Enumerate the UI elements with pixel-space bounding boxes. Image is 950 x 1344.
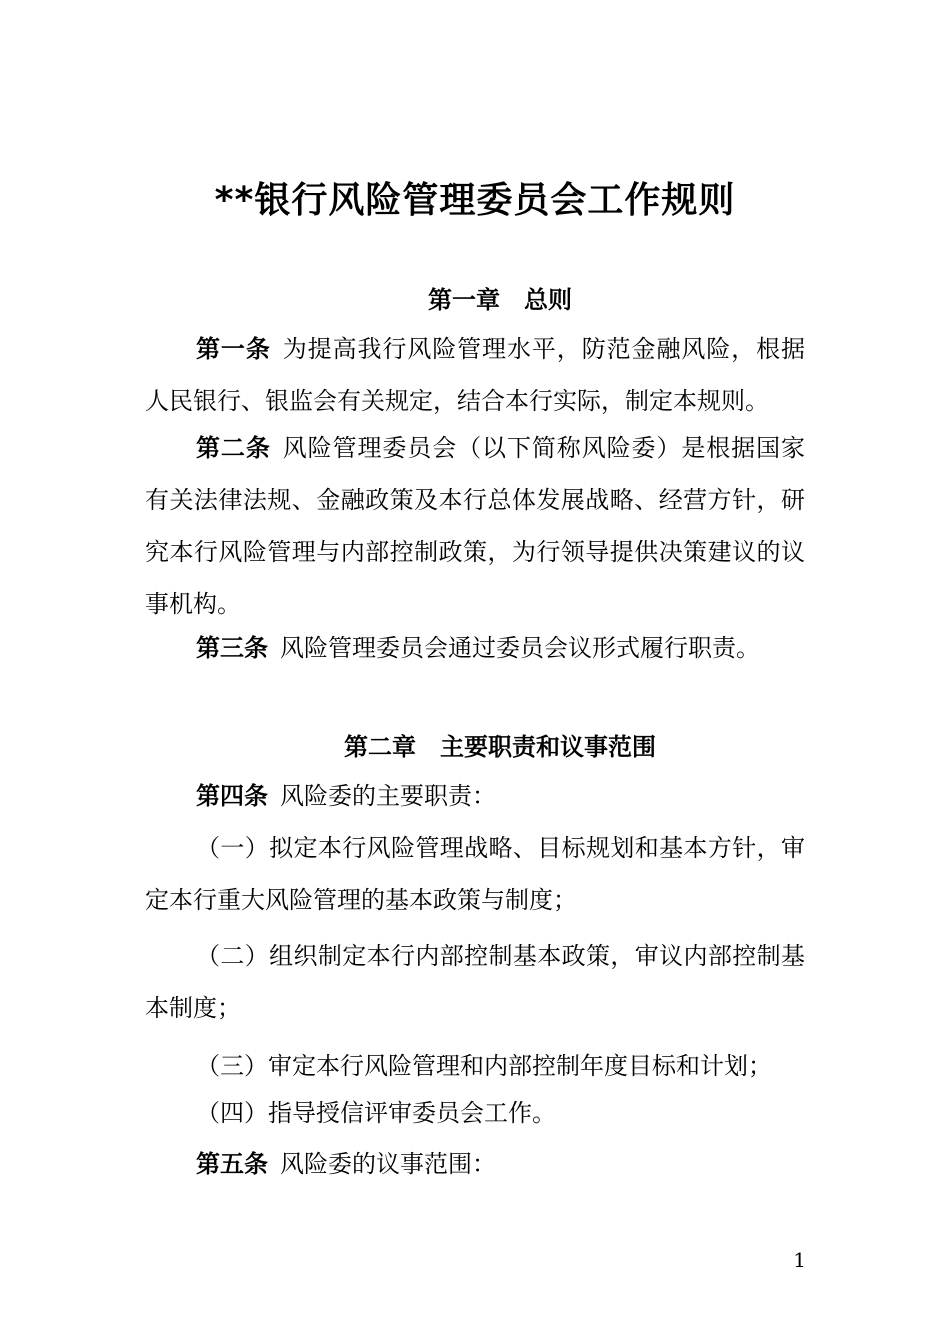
document-title: **银行风险管理委员会工作规则	[214, 180, 736, 221]
article-4-item-2: （二）组织制定本行内部控制基本政策，审议内部控制基本制度；	[145, 942, 805, 1022]
article-4-label: 第四条	[196, 782, 268, 810]
article-5-text: 风险委的议事范围：	[280, 1150, 496, 1178]
article-5	[145, 1138, 805, 1190]
article-3-label: 第三条	[196, 634, 268, 662]
article-3	[145, 622, 805, 674]
article-3-text: 风险管理委员会通过委员会议形式履行职责。	[280, 634, 760, 662]
article-2-text: 风险管理委员会（以下简称风险委）是根据国家有关法律法规、金融政策及本行总体发展战略、经营方针，研究本行风险管理与内部控制政策，为行领导提供决策建议的议事机构。	[145, 434, 806, 618]
article-4-item-4: （四）指导授信评审委员会工作。	[196, 1099, 556, 1127]
chapter-1-heading: 第一章 总则	[428, 286, 572, 314]
article-2	[145, 422, 805, 630]
page-number: 1	[793, 1248, 806, 1272]
chapter-2-heading: 第二章 主要职责和议事范围	[344, 733, 656, 761]
article-1-label: 第一条	[196, 335, 271, 363]
article-1-text: 为提高我行风险管理水平，防范金融风险，根据人民银行、银监会有关规定，结合本行实际，制定本规则。	[145, 335, 806, 415]
article-4	[145, 770, 805, 822]
article-2-label: 第二条	[196, 434, 271, 462]
article-1	[145, 323, 805, 427]
article-4-item-3: （三）审定本行风险管理和内部控制年度目标和计划；	[196, 1052, 772, 1080]
article-5-label: 第五条	[196, 1150, 268, 1178]
article-4-text: 风险委的主要职责：	[280, 782, 496, 810]
article-4-item-1: （一）拟定本行风险管理战略、目标规划和基本方针，审定本行重大风险管理的基本政策与制度；	[145, 834, 805, 914]
